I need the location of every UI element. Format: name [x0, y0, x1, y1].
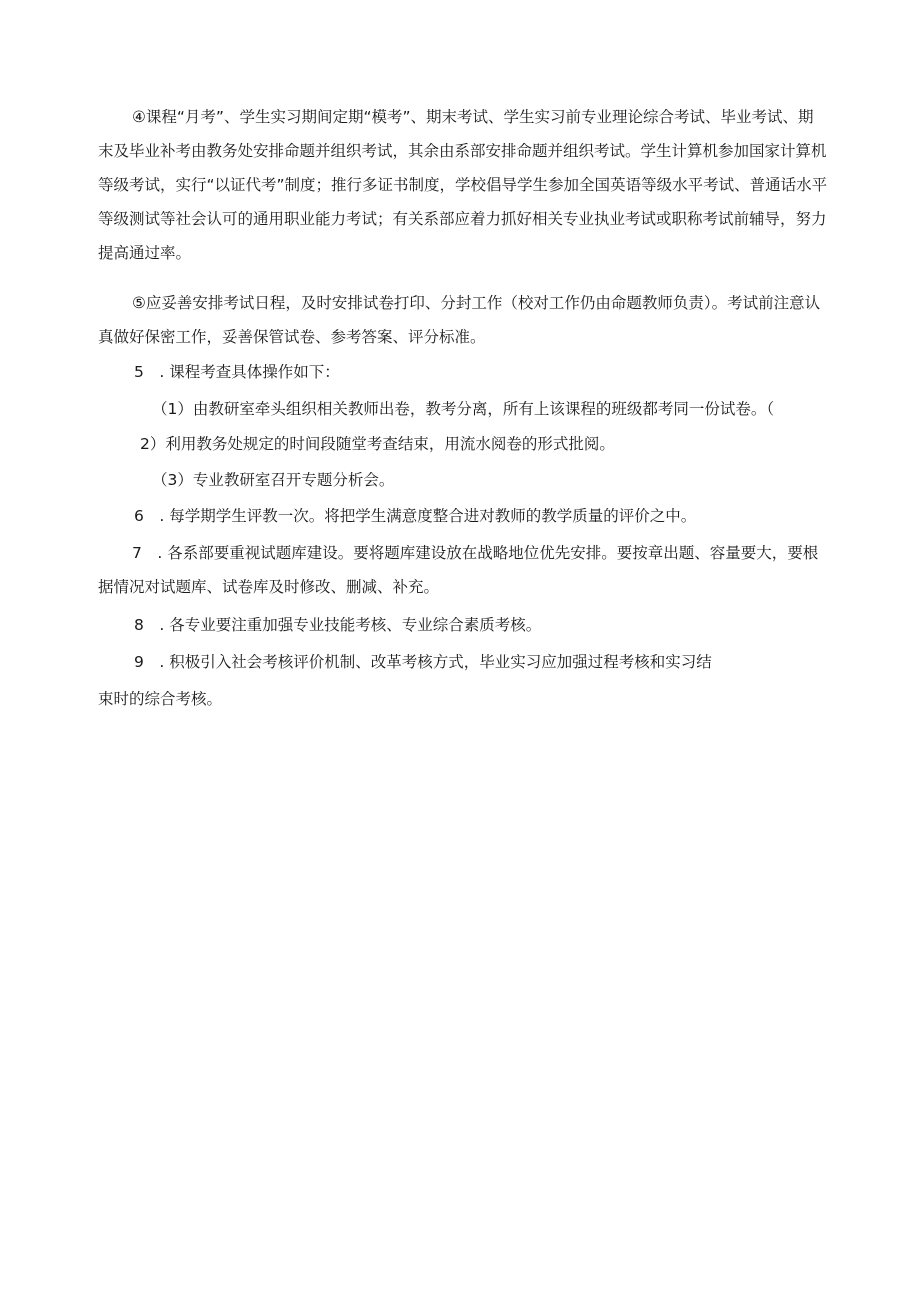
paragraph-exam-schedule: ⑤应妥善安排考试日程，及时安排试卷打印、分封工作（校对工作仍由命题教师负责）。考试前注意认真做好保密工作，妥善保管试卷、参考答案、评分标准。	[98, 294, 821, 346]
item-5-sub-1: （1）由教研室牵头组织相关教师出卷，教考分离，所有上该课程的班级都考同一份试卷。（	[152, 400, 775, 418]
item-6: 6 . 每学期学生评教一次。将把学生满意度整合进对教师的教学质量的评价之中。	[134, 507, 697, 525]
item-7: 7 . 各系部要重视试题库建设。要将题库建设放在战略地位优先安排。要按章出题、容量要大，要根据情况对试题库、试卷库及时修改、删减、补充。	[98, 544, 819, 596]
item-9-line-1: 9 . 积极引入社会考核评价机制、改革考核方式，毕业实习应加强过程考核和实习结	[134, 653, 712, 671]
item-5-title: 5 . 课程考查具体操作如下：	[134, 363, 340, 381]
paragraph-exam-arrangement: ④课程“月考”、学生实习期间定期“模考”、期末考试、学生实习前专业理论综合考试、毕业考试、期末及毕业补考由教务处安排命题并组织考试，其余由系部安排命题并组织考试。学生计算机参加国家计算机等级考试，实行“以证代考”制度；推行多证书制度，学校倡导学生参加全国英语等级水平考试、普通话水平等级测试等社会认可的通用职业能力考试；有关系部应着力抓好相关专业执业考试或职称考试前辅导，努力提高通过率。	[98, 108, 828, 262]
item-9-line-2: 束时的综合考核。	[98, 690, 223, 708]
item-8: 8 . 各专业要注重加强专业技能考核、专业综合素质考核。	[134, 616, 542, 634]
item-5-sub-2: 2）利用教务处规定的时间段随堂考查结束，用流水阅卷的形式批阅。	[140, 435, 615, 453]
item-5-sub-3: （3）专业教研室召开专题分析会。	[152, 471, 395, 489]
